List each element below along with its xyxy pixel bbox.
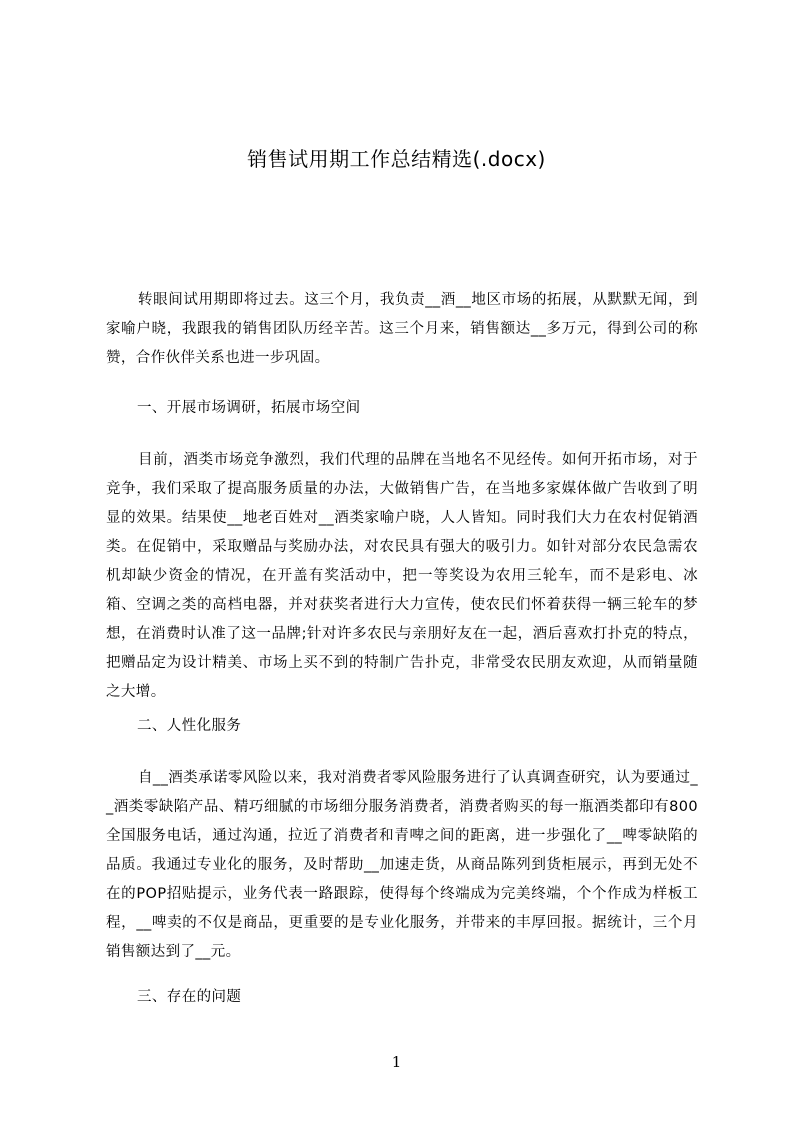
paragraph-intro: 转眼间试用期即将过去。这三个月，我负责__酒__地区市场的拓展，从默默无闻，到家喻户晓，我跟我的销售团队历经辛苦。这三个月来，销售额达__多万元，得到公司的称赞，合作伙伴关系也进一步巩固。	[106, 292, 698, 366]
page-number: 1	[391, 1053, 402, 1071]
section-heading-2: 二、人性化服务	[137, 718, 242, 734]
document-title: 销售试用期工作总结精选(.docx)	[247, 147, 546, 171]
paragraph-market-research: 目前，酒类市场竞争激烈，我们代理的品牌在当地名不见经传。如何开拓市场，对于竞争，我们采取了提高服务质量的办法，大做销售广告，在当地多家媒体做广告收到了明显的效果。结果使__地老百姓对__酒类家喻户晓，人人皆知。同时我们大力在农村促销酒类。在促销中，采取赠品与奖励办法，对农民具有强大的吸引力。如针对部分农民急需农机却缺少资金的情况，在开盖有奖活动中，把一等奖设为农用三轮车，而不是彩电、冰箱、空调之类的高档电器，并对获奖者进行大力宣传，使农民们怀着获得一辆三轮车的梦想，在消费时认准了这一品牌;针对许多农民与亲朋好友在一起，酒后喜欢打扑克的特点，把赠品定为设计精美、市场上买不到的特制广告扑克，非常受农民朋友欢迎，从而销量随之大增。	[106, 452, 698, 700]
section-heading-3: 三、存在的问题	[137, 989, 242, 1005]
section-heading-1: 一、开展市场调研，拓展市场空间	[137, 400, 361, 416]
paragraph-humanized-service: 自__酒类承诺零风险以来，我对消费者零风险服务进行了认真调查研究，认为要通过__酒类零缺陷产品、精巧细腻的市场细分服务消费者，消费者购买的每一瓶酒类都印有800全国服务电话，通过沟通，拉近了消费者和青啤之间的距离，进一步强化了__啤零缺陷的品质。我通过专业化的服务，及时帮助__加速走货，从商品陈列到货柜展示，再到无处不在的POP招贴提示，业务代表一路跟踪，使得每个终端成为完美终端，个个作成为样板工程，__啤卖的不仅是商品，更重要的是专业化服务，并带来的丰厚回报。据统计，三个月销售额达到了__元。	[106, 770, 698, 960]
